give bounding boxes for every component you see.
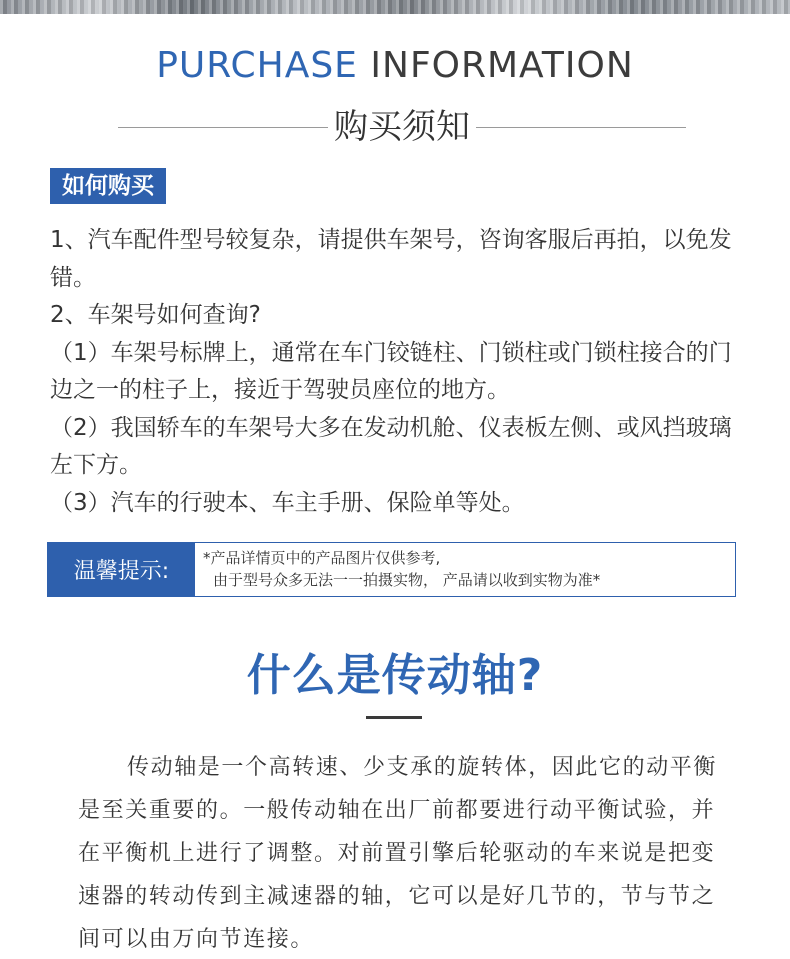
divider-left — [118, 127, 328, 128]
section-title: 什么是传动轴? — [246, 650, 544, 701]
tip-label: 温馨提示: — [48, 543, 195, 596]
title-underline — [366, 716, 422, 719]
instruction-paragraph: （3）汽车的行驶本、车主手册、保险单等处。 — [50, 489, 525, 516]
section-heading-cn — [118, 104, 686, 150]
section-description — [78, 746, 718, 959]
page-title-en — [0, 44, 790, 88]
page-title-cn: 购买须知 — [334, 107, 470, 147]
instruction-paragraph: 1、汽车配件型号较复杂，请提供车架号，咨询客服后再拍，以免发错。 — [50, 227, 732, 291]
description-text: 传动轴是一个高转速、少支承的旋转体，因此它的动平衡是至关重要的。一般传动轴在出厂前都要进行动平衡试验，并在平衡机上进行了调整。对前置引擎后轮驱动的车来说是把变速器的转动传到主减速器的轴，它可以是好几节的，节与节之间可以由万向节连接。 — [78, 755, 718, 952]
title-word-purchase: PURCHASE — [156, 45, 358, 86]
tip-line-1: *产品详情页中的产品图片仅供参考, — [203, 549, 441, 567]
instruction-paragraph: 2、车架号如何查询? — [50, 302, 261, 328]
header-banner-image — [0, 0, 790, 14]
tip-line-2: 由于型号众多无法一一拍摄实物， 产品请以收到实物为准* — [213, 571, 601, 589]
how-to-buy-content — [50, 222, 740, 522]
tip-box — [47, 542, 736, 597]
tip-text — [195, 543, 735, 596]
title-word-information: INFORMATION — [370, 45, 634, 86]
instruction-paragraph: （2）我国轿车的车架号大多在发动机舱、仪表板左侧、或风挡玻璃左下方。 — [50, 414, 732, 478]
how-to-buy-label: 如何购买 — [50, 168, 166, 204]
divider-right — [476, 127, 686, 128]
instruction-paragraph: （1）车架号标牌上，通常在车门铰链柱、门锁柱或门锁柱接合的门边之一的柱子上，接近于驾驶员座位的地方。 — [50, 339, 732, 403]
